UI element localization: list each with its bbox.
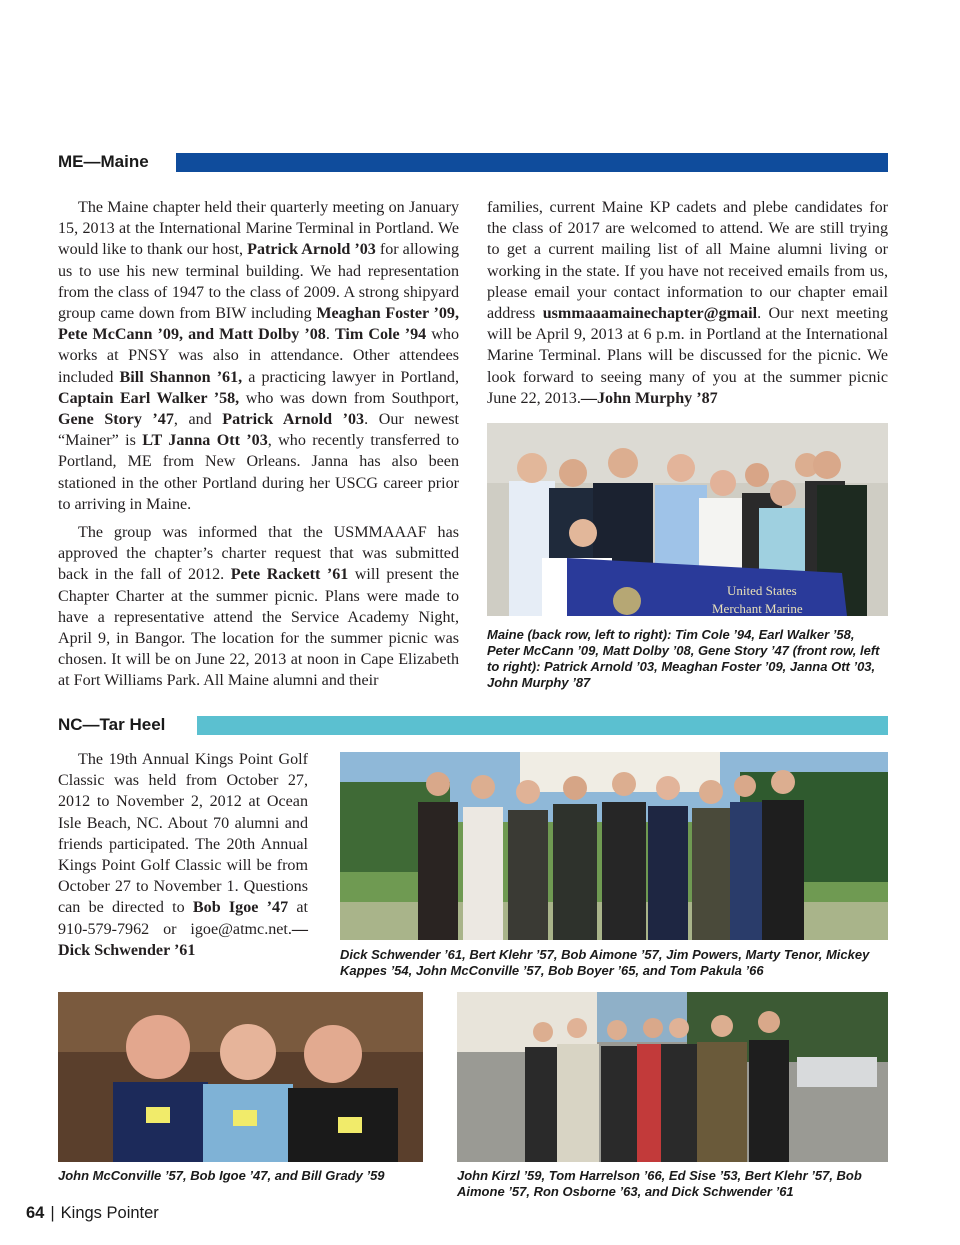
nc-golf-group-photo — [340, 752, 888, 940]
nc-photo3-caption: John Kirzl ’59, Tom Harrelson ’66, Ed Sise ’53, Bert Klehr ’57, Bob Aimone ’57, Ron Osborne ’63, and Dick Schwender ’61 — [457, 1168, 862, 1199]
maine-section-bar — [176, 153, 888, 172]
nc-seven-men-photo — [457, 992, 888, 1162]
maine-column-left — [58, 197, 459, 699]
nc-section-title: NC—Tar Heel — [58, 715, 166, 734]
banner-text-1: United States — [727, 583, 797, 598]
nc-section-bar — [197, 716, 888, 735]
nc-paragraph-1: The 19th Annual Kings Point Golf Classic was held from October 27, 2012 to November 2, 2012 at Ocean Isle Beach, NC. About 70 alumni and friends participated. The 20th Annual Kings Point Golf Classic will be from October 27 to November 1. Questions can be directed to Bob Igoe ’47 at 910-579-7962 or igoe@atmc.net.—Dick Schwender ’61 — [58, 751, 309, 959]
publication-name: Kings Pointer — [60, 1204, 159, 1222]
maine-section-title: ME—Maine — [58, 152, 149, 171]
banner-text-2: Merchant Marine — [712, 601, 803, 616]
maine-photo-caption: Maine (back row, left to right): Tim Cole ’94, Earl Walker ’58, Peter McCann ’09, Matt Dolby ’08, Gene Story ’47 (front row, left to right): Patrick Arnold ’03, Meaghan Foster ’09, Janna Ott ’03, John Murphy ’87 — [487, 627, 880, 690]
footer-separator: | — [50, 1204, 55, 1222]
nc-three-men-photo — [58, 992, 423, 1162]
maine-paragraph-1: The Maine chapter held their quarterly meeting on January 15, 2013 at the International Marine Terminal in Portland. We would like to thank our host, Patrick Arnold ’03 for allowing us to use his new terminal building. We had representation from the class of 1947 to the class of 2009. A strong shipyard group came down from BIW including Meaghan Foster ’09, Pete McCann ’09, and Matt Dolby ’08. Tim Cole ’94 who works at PNSY was also in attendance. Other attendees included Bill Shannon ’61, a practicing lawyer in Portland, Captain Earl Walker ’58, who was down from Southport, Gene Story ’47, and Patrick Arnold ’03. Our newest “Mainer” is LT Janna Ott ’03, who recently transferred to Portland, ME from New Orleans. Janna has also been stationed in the other Portland during her USCG career prior to arriving in Maine. — [58, 199, 460, 513]
maine-section-header — [58, 151, 149, 173]
nc-photo1-caption: Dick Schwender ’61, Bert Klehr ’57, Bob Aimone ’57, Jim Powers, Marty Tenor, Mickey Kappes ’54, John McConville ’57, Bob Boyer ’65, and Tom Pakula ’66 — [340, 947, 870, 978]
maine-paragraph-3: families, current Maine KP cadets and plebe candidates for the class of 2017 are welcomed to attend. We are still trying to get a current mailing list of all Maine alumni living or working in the state. If you have not received emails from us, please email your contact information to our chapter email address usmmaaamainechapter@gmail. Our next meeting will be April 9, 2013 at 6 p.m. in Portland at the International Marine Terminal. Plans will be discussed for the picnic. We look forward to seeing many of you at the summer picnic June 22, 2013.—John Murphy ’87 — [487, 199, 888, 407]
maine-group-photo — [487, 423, 888, 616]
page-footer — [26, 1204, 159, 1223]
maine-paragraph-2: The group was informed that the USMMAAAF has approved the chapter’s charter request that was submitted back in the fall of 2012. Pete Rackett ’61 will present the Chapter Charter at the summer picnic. Plans were made to have a representative attend the Service Academy Night, April 9, in Bangor. The location for the summer picnic was chosen. It will be on June 22, 2013 at noon in Cape Elizabeth at Fort Williams Park. All Maine alumni and their — [58, 524, 460, 690]
nc-column — [58, 749, 308, 968]
nc-section-header — [58, 714, 165, 736]
nc-photo2-caption: John McConville ’57, Bob Igoe ’47, and Bill Grady ’59 — [58, 1168, 385, 1183]
page-number: 64 — [26, 1204, 45, 1222]
maine-column-right — [487, 197, 888, 416]
